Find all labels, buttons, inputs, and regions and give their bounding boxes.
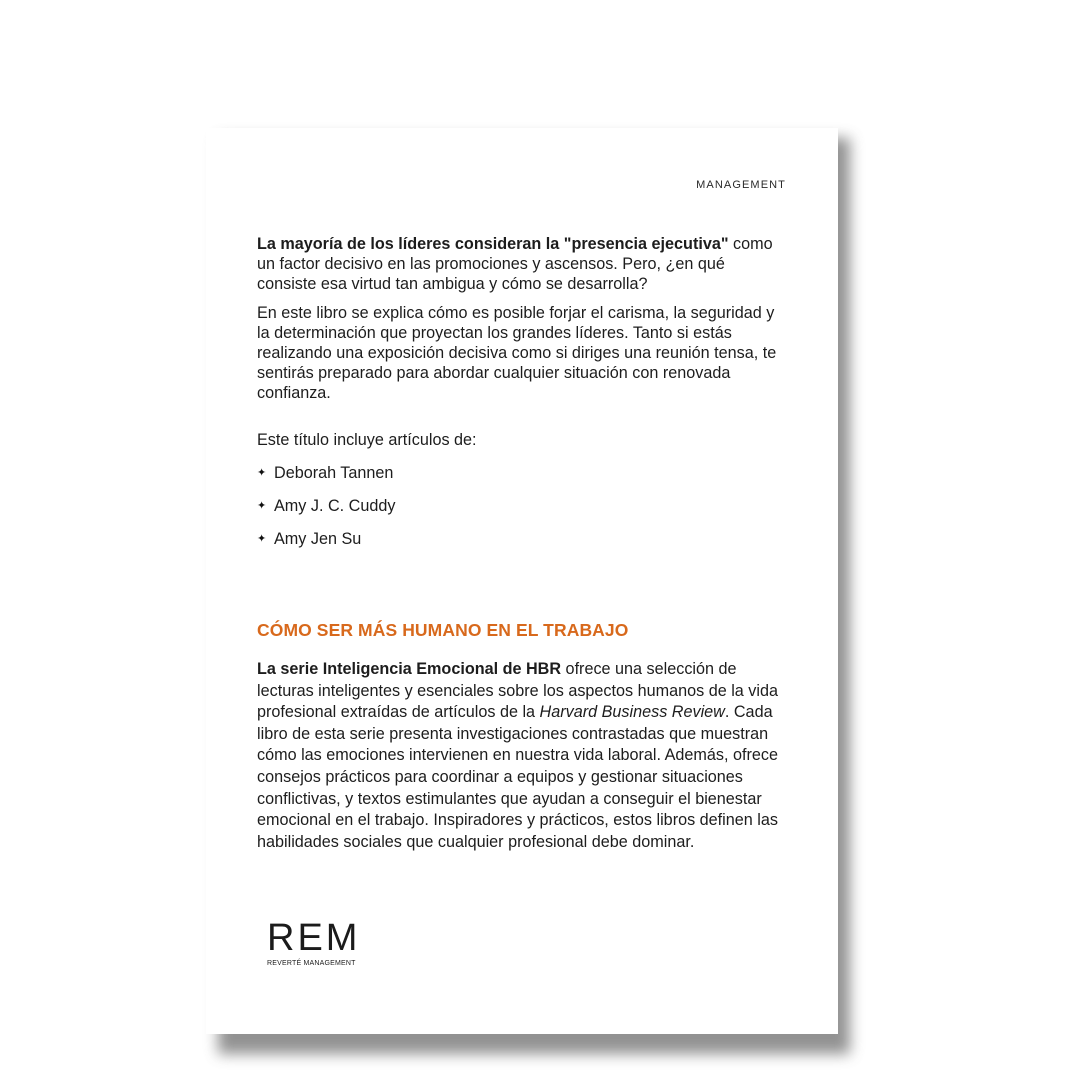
intro-section bbox=[257, 234, 787, 412]
four-point-star-icon: ✦ bbox=[257, 500, 267, 513]
series-text-1: ofrece una selección de lecturas inteligentes y esenciales sobre los aspectos humanos de la vida profesional extraídas de artículos de la bbox=[257, 660, 778, 722]
publisher-logo bbox=[267, 918, 360, 967]
author-item bbox=[257, 529, 787, 549]
series-heading: CÓMO SER MÁS HUMANO EN EL TRABAJO bbox=[257, 620, 629, 640]
intro-bold-text: La mayoría de los líderes consideran la "presencia ejecutiva" bbox=[257, 235, 729, 253]
authors-section bbox=[257, 430, 787, 562]
book-back-cover bbox=[206, 128, 838, 1034]
series-paragraph bbox=[257, 659, 787, 853]
author-item bbox=[257, 463, 787, 483]
series-text-2: . Cada libro de esta serie presenta investigaciones contrastadas que muestran cómo las emociones intervienen en nuestra vida laboral. Además, ofrece consejos prácticos para coordinar a equipos y gestionar situaciones conflictivas, y textos estimulantes que ayudan a conseguir el bienestar emocional en el trabajo. Inspiradores y prácticos, estos libros definen las habilidades sociales que cualquier profesional debe dominar. bbox=[257, 703, 778, 851]
series-italic-text: Harvard Business Review bbox=[539, 703, 725, 722]
author-name: Amy Jen Su bbox=[274, 530, 362, 549]
series-section bbox=[257, 659, 787, 853]
author-name: Deborah Tannen bbox=[274, 464, 394, 483]
category-label: MANAGEMENT bbox=[696, 179, 786, 191]
authors-lead: Este título incluye artículos de: bbox=[257, 431, 477, 449]
four-point-star-icon: ✦ bbox=[257, 533, 267, 546]
four-point-star-icon: ✦ bbox=[257, 467, 267, 480]
intro-paragraph-1 bbox=[257, 234, 787, 295]
intro-paragraph-2: En este libro se explica cómo es posible forjar el carisma, la seguridad y la determinación que proyectan los grandes líderes. Tanto si estás realizando una exposición decisiva como si diriges una reunión tensa, te sentirás preparado para abordar cualquier situación con renovada confianza. bbox=[257, 303, 777, 403]
logo-subtitle: REVERTÉ MANAGEMENT bbox=[267, 960, 356, 967]
author-name: Amy J. C. Cuddy bbox=[274, 497, 396, 516]
series-bold-text: La serie Inteligencia Emocional de HBR bbox=[257, 660, 562, 678]
logo-main-text: REM bbox=[267, 917, 361, 959]
author-item bbox=[257, 496, 787, 516]
intro-text: como un factor decisivo en las promociones y ascensos. Pero, ¿en qué consiste esa virtud tan ambigua y cómo se desarrolla? bbox=[257, 235, 773, 294]
